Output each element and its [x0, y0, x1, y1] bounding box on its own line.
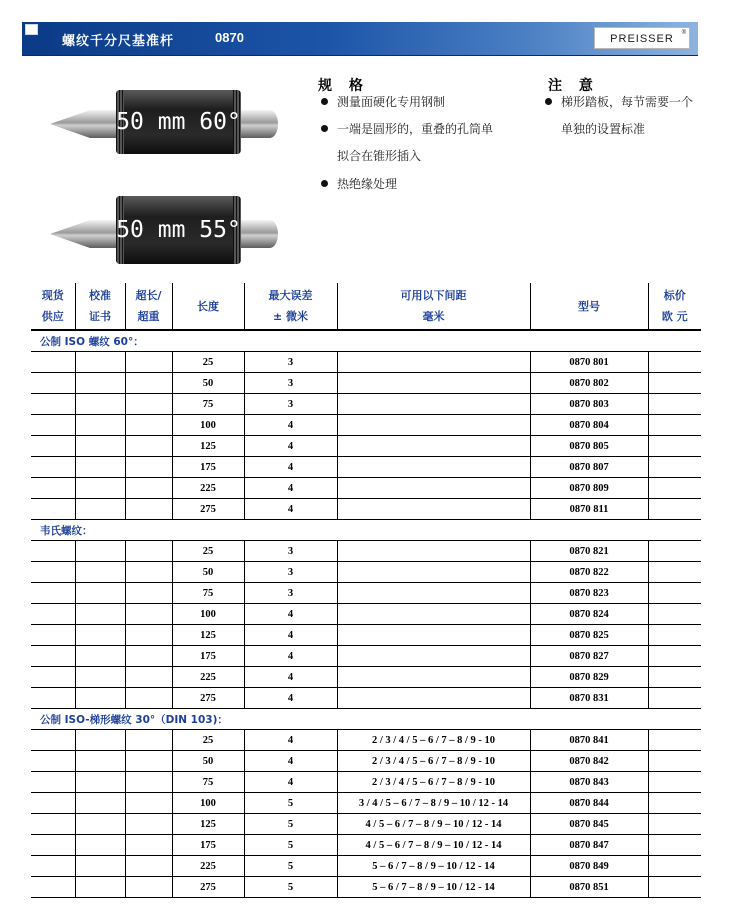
- col-oversize-header: [125, 283, 172, 330]
- certificate-cell: [75, 478, 125, 499]
- model-cell: 0870 831: [530, 688, 648, 709]
- pitch-cell: [337, 415, 530, 436]
- document-icon: [25, 24, 38, 35]
- stock-cell: [31, 793, 75, 814]
- table-row: [31, 373, 701, 394]
- pitch-cell: [337, 373, 530, 394]
- stock-cell: [31, 394, 75, 415]
- oversize-cell: [125, 793, 172, 814]
- header-line: 欧 元: [661, 310, 688, 323]
- error-cell: 4: [244, 478, 337, 499]
- error-cell: 4: [244, 457, 337, 478]
- setting-standard-55-image: [50, 196, 290, 264]
- price-cell: [648, 751, 701, 772]
- stock-cell: [31, 814, 75, 835]
- error-cell: 4: [244, 751, 337, 772]
- certificate-cell: [75, 394, 125, 415]
- header-line: 超长/: [135, 289, 162, 302]
- error-cell: 4: [244, 688, 337, 709]
- price-cell: [648, 415, 701, 436]
- section-title: 公制 ISO-梯形螺纹 30°（DIN 103)：: [31, 709, 701, 730]
- model-cell: 0870 825: [530, 625, 648, 646]
- section-title: 韦氏螺纹：: [31, 520, 701, 541]
- model-cell: 0870 809: [530, 478, 648, 499]
- bullet-icon: [321, 98, 328, 105]
- length-cell: 75: [172, 772, 244, 793]
- oversize-cell: [125, 499, 172, 520]
- table-row: [31, 751, 701, 772]
- length-cell: 275: [172, 499, 244, 520]
- length-cell: 175: [172, 646, 244, 667]
- price-cell: [648, 877, 701, 898]
- pitch-cell: [337, 583, 530, 604]
- model-cell: 0870 803: [530, 394, 648, 415]
- table-row: [31, 688, 701, 709]
- oversize-cell: [125, 562, 172, 583]
- oversize-cell: [125, 604, 172, 625]
- model-cell: 0870 801: [530, 352, 648, 373]
- table-row: [31, 856, 701, 877]
- length-cell: 25: [172, 730, 244, 751]
- pitch-cell: [337, 457, 530, 478]
- price-cell: [648, 373, 701, 394]
- length-cell: 175: [172, 835, 244, 856]
- error-cell: 4: [244, 646, 337, 667]
- model-cell: 0870 829: [530, 667, 648, 688]
- header-bar: [22, 22, 698, 56]
- model-cell: 0870 811: [530, 499, 648, 520]
- oversize-cell: [125, 583, 172, 604]
- length-cell: 125: [172, 814, 244, 835]
- length-cell: 25: [172, 541, 244, 562]
- oversize-cell: [125, 772, 172, 793]
- stock-cell: [31, 415, 75, 436]
- header-line: 最大误差: [268, 289, 313, 302]
- model-cell: 0870 824: [530, 604, 648, 625]
- certificate-cell: [75, 730, 125, 751]
- error-cell: 3: [244, 394, 337, 415]
- length-cell: 25: [172, 352, 244, 373]
- oversize-cell: [125, 688, 172, 709]
- brand-name: PREISSER: [610, 33, 674, 45]
- price-cell: [648, 793, 701, 814]
- length-cell: 125: [172, 625, 244, 646]
- certificate-cell: [75, 541, 125, 562]
- pitch-cell: [337, 499, 530, 520]
- oversize-cell: [125, 478, 172, 499]
- table-row: [31, 562, 701, 583]
- brand-mark: ®: [681, 30, 687, 36]
- price-cell: [648, 436, 701, 457]
- col-pitches-header: [337, 283, 530, 330]
- pitch-cell: [337, 562, 530, 583]
- price-cell: [648, 562, 701, 583]
- certificate-cell: [75, 352, 125, 373]
- price-cell: [648, 835, 701, 856]
- price-cell: [648, 772, 701, 793]
- model-cell: 0870 805: [530, 436, 648, 457]
- pitch-cell: 4 / 5 – 6 / 7 – 8 / 9 – 10 / 12 - 14: [337, 814, 530, 835]
- length-cell: 225: [172, 667, 244, 688]
- table-row: [31, 814, 701, 835]
- price-cell: [648, 667, 701, 688]
- price-cell: [648, 625, 701, 646]
- length-cell: 275: [172, 688, 244, 709]
- error-cell: 5: [244, 877, 337, 898]
- error-cell: 4: [244, 415, 337, 436]
- certificate-cell: [75, 835, 125, 856]
- certificate-cell: [75, 415, 125, 436]
- stock-cell: [31, 583, 75, 604]
- header-line: 证书: [89, 310, 111, 323]
- bullet-icon: [321, 125, 328, 132]
- error-cell: 5: [244, 793, 337, 814]
- section-row: [31, 330, 701, 352]
- setting-standard-60-image: [50, 88, 290, 156]
- error-cell: 4: [244, 730, 337, 751]
- header-line: 型号: [578, 299, 600, 313]
- pitch-cell: 5 – 6 / 7 – 8 / 9 – 10 / 12 - 14: [337, 877, 530, 898]
- stock-cell: [31, 436, 75, 457]
- table-row: [31, 667, 701, 688]
- price-cell: [648, 499, 701, 520]
- brand-logo: [594, 27, 690, 49]
- table-row: [31, 604, 701, 625]
- gauge-body: [116, 196, 241, 264]
- oversize-cell: [125, 373, 172, 394]
- pitch-cell: [337, 604, 530, 625]
- pitch-cell: 3 / 4 / 5 – 6 / 7 – 8 / 9 – 10 / 12 - 14: [337, 793, 530, 814]
- spec-item: 热绝缘处理: [337, 177, 398, 191]
- oversize-cell: [125, 877, 172, 898]
- table-body: [31, 330, 701, 898]
- header-line: 标价: [663, 289, 686, 302]
- length-cell: 50: [172, 373, 244, 394]
- stock-cell: [31, 457, 75, 478]
- certificate-cell: [75, 436, 125, 457]
- error-cell: 4: [244, 604, 337, 625]
- error-cell: 4: [244, 667, 337, 688]
- stock-cell: [31, 499, 75, 520]
- stock-cell: [31, 751, 75, 772]
- certificate-cell: [75, 793, 125, 814]
- certificate-cell: [75, 604, 125, 625]
- stock-cell: [31, 688, 75, 709]
- oversize-cell: [125, 730, 172, 751]
- certificate-cell: [75, 688, 125, 709]
- length-cell: 100: [172, 415, 244, 436]
- certificate-cell: [75, 373, 125, 394]
- header-line: 现货: [41, 289, 64, 302]
- model-cell: 0870 804: [530, 415, 648, 436]
- col-length-header: [172, 283, 244, 330]
- model-cell: 0870 821: [530, 541, 648, 562]
- price-cell: [648, 583, 701, 604]
- table-row: [31, 793, 701, 814]
- stock-cell: [31, 373, 75, 394]
- price-cell: [648, 478, 701, 499]
- error-cell: 5: [244, 856, 337, 877]
- length-cell: 175: [172, 457, 244, 478]
- error-cell: 3: [244, 373, 337, 394]
- error-cell: 3: [244, 562, 337, 583]
- gauge-label: 50 mm 60°: [116, 109, 241, 135]
- oversize-cell: [125, 457, 172, 478]
- model-cell: 0870 823: [530, 583, 648, 604]
- stock-cell: [31, 856, 75, 877]
- certificate-cell: [75, 856, 125, 877]
- oversize-cell: [125, 352, 172, 373]
- pitch-cell: [337, 541, 530, 562]
- table-header: [31, 283, 701, 330]
- section-row: [31, 520, 701, 541]
- oversize-cell: [125, 541, 172, 562]
- length-cell: 50: [172, 562, 244, 583]
- stock-cell: [31, 541, 75, 562]
- model-cell: 0870 849: [530, 856, 648, 877]
- certificate-cell: [75, 583, 125, 604]
- error-cell: 3: [244, 583, 337, 604]
- model-cell: 0870 843: [530, 772, 648, 793]
- bullet-icon: [545, 98, 552, 105]
- table-row: [31, 646, 701, 667]
- certificate-cell: [75, 877, 125, 898]
- oversize-cell: [125, 625, 172, 646]
- stock-cell: [31, 352, 75, 373]
- price-cell: [648, 814, 701, 835]
- table-row: [31, 877, 701, 898]
- stock-cell: [31, 604, 75, 625]
- table-row: [31, 730, 701, 751]
- note-item: 梯形踏板，每节需要一个: [561, 95, 694, 109]
- certificate-cell: [75, 499, 125, 520]
- model-cell: 0870 845: [530, 814, 648, 835]
- model-cell: 0870 822: [530, 562, 648, 583]
- error-cell: 3: [244, 541, 337, 562]
- table-row: [31, 541, 701, 562]
- length-cell: 225: [172, 856, 244, 877]
- model-cell: 0870 847: [530, 835, 648, 856]
- error-cell: 4: [244, 625, 337, 646]
- col-model-header: [530, 283, 648, 330]
- model-cell: 0870 851: [530, 877, 648, 898]
- pitch-cell: 5 – 6 / 7 – 8 / 9 – 10 / 12 - 14: [337, 856, 530, 877]
- pitch-cell: [337, 394, 530, 415]
- header-line: 毫米: [422, 310, 445, 323]
- oversize-cell: [125, 415, 172, 436]
- price-cell: [648, 352, 701, 373]
- header-line: 长度: [197, 299, 219, 313]
- model-cell: 0870 841: [530, 730, 648, 751]
- oversize-cell: [125, 394, 172, 415]
- header-line: 校准: [89, 289, 111, 302]
- oversize-cell: [125, 814, 172, 835]
- col-certificate-header: [75, 283, 125, 330]
- pitch-cell: [337, 625, 530, 646]
- error-cell: 3: [244, 352, 337, 373]
- length-cell: 275: [172, 877, 244, 898]
- pitch-cell: [337, 688, 530, 709]
- price-cell: [648, 646, 701, 667]
- table-row: [31, 415, 701, 436]
- spec-item: 测量面硬化专用钢制: [337, 95, 446, 109]
- note-item: 单独的设置标准: [561, 122, 646, 136]
- pitch-cell: [337, 646, 530, 667]
- error-cell: 4: [244, 499, 337, 520]
- stock-cell: [31, 835, 75, 856]
- product-table: [31, 283, 701, 898]
- price-cell: [648, 730, 701, 751]
- price-cell: [648, 856, 701, 877]
- model-cell: 0870 842: [530, 751, 648, 772]
- col-stock-header: [31, 283, 75, 330]
- table-row: [31, 499, 701, 520]
- error-cell: 4: [244, 772, 337, 793]
- header-line: 超重: [137, 310, 160, 323]
- length-cell: 75: [172, 394, 244, 415]
- bullet-icon: [321, 180, 328, 187]
- length-cell: 225: [172, 478, 244, 499]
- length-cell: 100: [172, 793, 244, 814]
- col-max-error-header: [244, 283, 337, 330]
- pitch-cell: [337, 478, 530, 499]
- model-cell: 0870 802: [530, 373, 648, 394]
- error-cell: 5: [244, 814, 337, 835]
- pitch-cell: 2 / 3 / 4 / 5 – 6 / 7 – 8 / 9 - 10: [337, 730, 530, 751]
- section-row: [31, 709, 701, 730]
- table-row: [31, 436, 701, 457]
- stock-cell: [31, 772, 75, 793]
- length-cell: 75: [172, 583, 244, 604]
- pitch-cell: [337, 352, 530, 373]
- table-row: [31, 583, 701, 604]
- section-title: 公制 ISO 螺纹 60°：: [31, 330, 701, 352]
- header-line: ± 微米: [272, 310, 309, 323]
- oversize-cell: [125, 835, 172, 856]
- price-cell: [648, 688, 701, 709]
- table-row: [31, 772, 701, 793]
- stock-cell: [31, 877, 75, 898]
- pitch-cell: [337, 436, 530, 457]
- col-price-header: [648, 283, 701, 330]
- length-cell: 100: [172, 604, 244, 625]
- pitch-cell: [337, 667, 530, 688]
- price-cell: [648, 394, 701, 415]
- model-cell: 0870 844: [530, 793, 648, 814]
- table-row: [31, 352, 701, 373]
- notes-heading: 注 意: [548, 78, 599, 94]
- pitch-cell: 4 / 5 – 6 / 7 – 8 / 9 – 10 / 12 - 14: [337, 835, 530, 856]
- certificate-cell: [75, 772, 125, 793]
- pitch-cell: 2 / 3 / 4 / 5 – 6 / 7 – 8 / 9 - 10: [337, 772, 530, 793]
- oversize-cell: [125, 436, 172, 457]
- model-cell: 0870 827: [530, 646, 648, 667]
- price-cell: [648, 604, 701, 625]
- oversize-cell: [125, 667, 172, 688]
- oversize-cell: [125, 856, 172, 877]
- table-row: [31, 457, 701, 478]
- product-code: 0870: [215, 30, 244, 45]
- stock-cell: [31, 478, 75, 499]
- error-cell: 4: [244, 436, 337, 457]
- gauge-body: [116, 90, 241, 154]
- stock-cell: [31, 625, 75, 646]
- stock-cell: [31, 667, 75, 688]
- table-row: [31, 394, 701, 415]
- error-cell: 5: [244, 835, 337, 856]
- header-line: 供应: [41, 310, 64, 323]
- certificate-cell: [75, 562, 125, 583]
- spec-item: 一端是圆形的，重叠的孔筒单: [337, 122, 494, 136]
- page-title: 螺纹千分尺基准杆: [62, 34, 175, 49]
- certificate-cell: [75, 457, 125, 478]
- length-cell: 50: [172, 751, 244, 772]
- certificate-cell: [75, 751, 125, 772]
- gauge-label: 50 mm 55°: [116, 217, 241, 243]
- stock-cell: [31, 646, 75, 667]
- stock-cell: [31, 730, 75, 751]
- oversize-cell: [125, 751, 172, 772]
- certificate-cell: [75, 646, 125, 667]
- price-cell: [648, 457, 701, 478]
- specs-heading: 规 格: [318, 78, 369, 94]
- certificate-cell: [75, 814, 125, 835]
- spec-item: 拟合在锥形插入: [337, 149, 422, 163]
- oversize-cell: [125, 646, 172, 667]
- price-cell: [648, 541, 701, 562]
- header-line: 可用以下间距: [400, 289, 467, 302]
- table-row: [31, 478, 701, 499]
- certificate-cell: [75, 667, 125, 688]
- length-cell: 125: [172, 436, 244, 457]
- model-cell: 0870 807: [530, 457, 648, 478]
- table-row: [31, 625, 701, 646]
- stock-cell: [31, 562, 75, 583]
- table-row: [31, 835, 701, 856]
- pitch-cell: 2 / 3 / 4 / 5 – 6 / 7 – 8 / 9 - 10: [337, 751, 530, 772]
- certificate-cell: [75, 625, 125, 646]
